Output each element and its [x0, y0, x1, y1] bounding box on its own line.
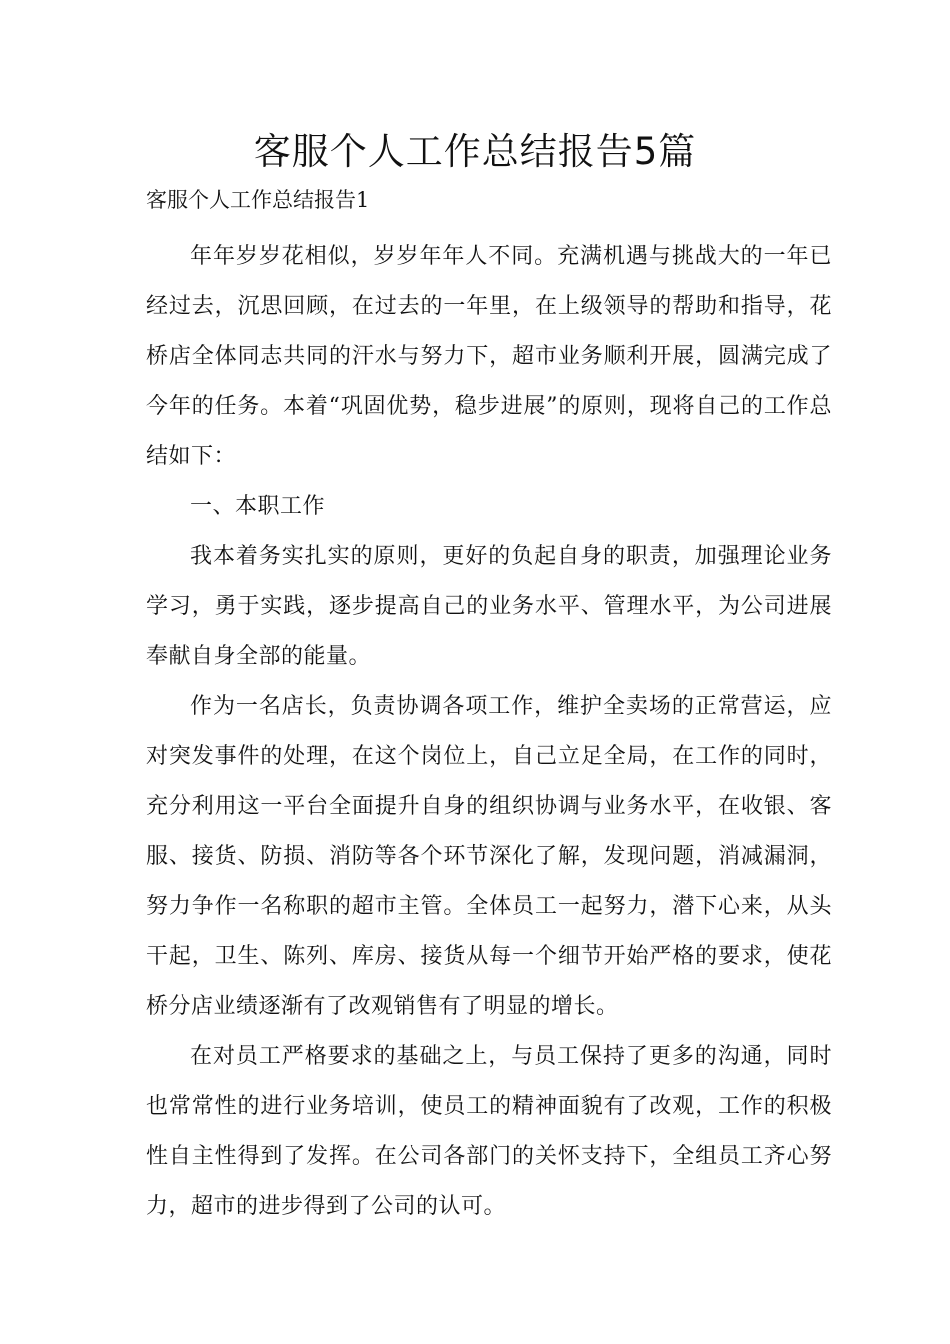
body-paragraph: 在对员工严格要求的基础之上，与员工保持了更多的沟通，同时也常常性的进行业务培训，使员工的精神面貌有了改观，工作的积极性自主性得到了发挥。在公司各部门的关怀支持下，全组员工齐心努力，超市的进步得到了公司的认可。 [146, 1044, 832, 1219]
body-paragraph: 年年岁岁花相似，岁岁年年人不同。充满机遇与挑战大的一年已经过去，沉思回顾，在过去的一年里，在上级领导的帮助和指导，花桥店全体同志共同的汗水与努力下，超市业务顺利开展，圆满完成了今年的任务。本着“巩固优势，稳步进展”的原则，现将自己的工作总结如下： [146, 244, 832, 469]
document-body [146, 232, 832, 1232]
body-paragraph: 我本着务实扎实的原则，更好的负起自身的职责，加强理论业务学习，勇于实践，逐步提高自己的业务水平、管理水平，为公司进展奉献自身全部的能量。 [146, 544, 832, 669]
document-title: 客服个人工作总结报告5篇 [253, 130, 697, 173]
document-subtitle: 客服个人工作总结报告1 [146, 188, 370, 212]
body-paragraph: 作为一名店长，负责协调各项工作，维护全卖场的正常营运，应对突发事件的处理，在这个岗位上，自己立足全局，在工作的同时，充分利用这一平台全面提升自身的组织协调与业务水平，在收银、客服、接货、防损、消防等各个环节深化了解，发现问题，消减漏洞，努力争作一名称职的超市主管。全体员工一起努力，潜下心来，从头干起，卫生、陈列、库房、接货从每一个细节开始严格的要求，使花桥分店业绩逐渐有了改观销售有了明显的增长。 [146, 694, 832, 1019]
section-heading: 一、本职工作 [190, 494, 326, 519]
